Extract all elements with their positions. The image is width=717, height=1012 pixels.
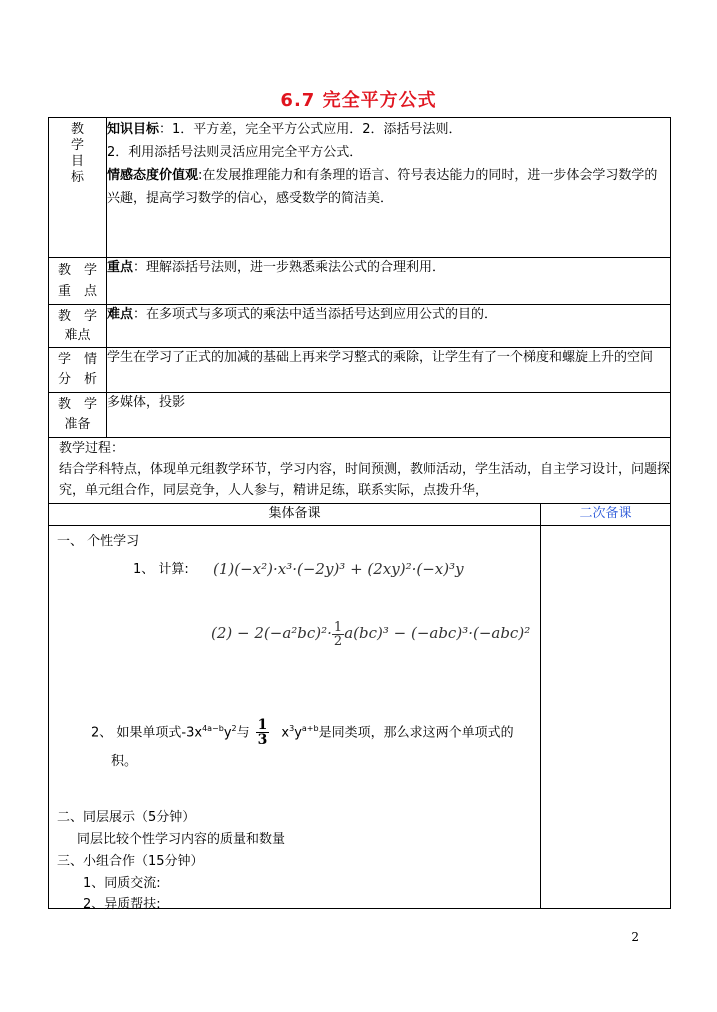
key-text: ：理解添括号法则，进一步熟悉乘法公式的合理利用． bbox=[133, 260, 446, 275]
page-number: 2 bbox=[631, 930, 639, 944]
label-key-point bbox=[49, 258, 107, 305]
question2-prefix: 2、 如果单项式-3x bbox=[91, 725, 203, 741]
objectives-content bbox=[107, 118, 671, 258]
label-line: 难点 bbox=[64, 328, 91, 343]
question2-line2: 积。 bbox=[111, 754, 138, 769]
section-peer-show: 二、同层展示（5分钟） bbox=[57, 810, 196, 825]
label-char: 目 bbox=[70, 154, 84, 169]
expression2-part1: (2) − 2(−a²bc)²· bbox=[211, 624, 332, 642]
row-difficulty bbox=[49, 305, 671, 348]
group-work-item1: 1、同质交流: bbox=[83, 876, 161, 891]
difficulty-text: ：在多项式与多项式的乘法中适当添括号达到应用公式的目的． bbox=[133, 307, 498, 322]
preparation-text: 多媒体，投影 bbox=[107, 395, 186, 410]
row-analysis bbox=[49, 348, 671, 393]
secondary-prep-content bbox=[541, 526, 671, 909]
question2-exponent3: 3 bbox=[289, 724, 295, 733]
fraction-numerator: 1 bbox=[257, 717, 268, 734]
label-line: 重 点 bbox=[57, 284, 97, 299]
process-content bbox=[49, 438, 671, 504]
question2-and: 与 bbox=[236, 725, 250, 741]
question2-x: x bbox=[281, 725, 290, 741]
question2-line1 bbox=[91, 716, 514, 747]
label-analysis bbox=[49, 348, 107, 393]
label-line: 教 学 bbox=[57, 397, 97, 412]
label-char: 学 bbox=[70, 138, 84, 153]
section-individual-study: 一、 个性学习 bbox=[57, 534, 140, 549]
difficulty-content bbox=[107, 305, 671, 348]
process-heading: 教学过程： bbox=[59, 441, 125, 456]
peer-show-text: 同层比较个性学习内容的质量和数量 bbox=[77, 832, 286, 847]
preparation-content bbox=[107, 393, 671, 438]
fraction-one-third bbox=[256, 718, 270, 747]
question2-y: y bbox=[223, 725, 232, 741]
question2-y2: y bbox=[294, 725, 302, 741]
collective-prep-content bbox=[49, 526, 541, 912]
knowledge-line2: 2．利用添括号法则灵活应用完全平方公式． bbox=[107, 145, 363, 160]
label-line: 教 学 bbox=[57, 309, 97, 324]
row-objectives bbox=[49, 118, 671, 258]
label-difficulty bbox=[49, 305, 107, 348]
row-key-point bbox=[49, 258, 671, 305]
key-heading: 重点 bbox=[107, 260, 134, 275]
fraction-denominator: 3 bbox=[257, 732, 268, 749]
row-headers bbox=[49, 504, 671, 526]
question1-expression2 bbox=[211, 618, 530, 648]
lesson-plan-table bbox=[48, 117, 671, 912]
question1-label: 1、 计算: bbox=[133, 562, 189, 577]
page-title: 6.7 完全平方公式 bbox=[280, 90, 437, 111]
label-objectives bbox=[49, 118, 107, 258]
process-text: 结合学科特点，体现单元组教学环节，学习内容，时间预测，教师活动，学生活动，自主学习设计，问题探究，单元组合作，同层竞争，人人参与，精讲足练，联系实际，点拨升华， bbox=[59, 462, 671, 498]
question2-exponent4: a+b bbox=[301, 724, 319, 733]
row-body bbox=[49, 526, 671, 909]
label-line: 教 学 bbox=[57, 263, 97, 278]
key-point-content bbox=[107, 258, 671, 305]
label-line: 准备 bbox=[64, 417, 91, 432]
emotion-heading: 情感态度价值观 bbox=[107, 168, 199, 183]
row-preparation bbox=[49, 393, 671, 438]
emotion-text: :在发展推理能力和有条理的语言、符号表达能力的同时，进一步体会学习数学的兴趣，提高学习数学的信心，感受数学的简洁美． bbox=[107, 168, 658, 206]
knowledge-line1: ：1．平方差，完全平方公式应用．2．添括号法则． bbox=[159, 122, 462, 137]
fraction-numerator: 1 bbox=[333, 619, 343, 635]
label-char: 教 bbox=[70, 122, 84, 137]
header-secondary-prep: 二次备课 bbox=[541, 504, 671, 526]
section-group-work: 三、小组合作（15分钟） bbox=[57, 854, 204, 869]
fraction-denominator: 2 bbox=[333, 633, 343, 649]
label-line: 分 析 bbox=[57, 372, 97, 387]
expression2-part2: a(bc)³ − (−abc)³·(−abc)² bbox=[344, 624, 531, 642]
fraction-one-half bbox=[332, 621, 344, 648]
row-process bbox=[49, 438, 671, 504]
question2-exponent1: 4a−b bbox=[202, 724, 224, 733]
question2-exponent2: 2 bbox=[231, 724, 237, 733]
analysis-text: 学生在学习了正式的加减的基础上再来学习整式的乘除，让学生有了一个梯度和螺旋上升的空间 bbox=[107, 350, 654, 365]
difficulty-heading: 难点 bbox=[107, 307, 134, 322]
header-collective-prep: 集体备课 bbox=[49, 504, 541, 526]
label-char: 标 bbox=[70, 170, 84, 185]
group-work-item2: 2、异质帮扶: bbox=[83, 897, 161, 912]
question2-suffix: 是同类项，那么求这两个单项式的 bbox=[318, 725, 514, 741]
analysis-content bbox=[107, 348, 671, 393]
label-preparation bbox=[49, 393, 107, 438]
question1-expression1: (1)(−x²)·x³·(−2y)³ + (2xy)²·(−x)³y bbox=[213, 560, 464, 578]
label-line: 学 情 bbox=[57, 352, 97, 367]
knowledge-heading: 知识目标 bbox=[107, 122, 160, 137]
